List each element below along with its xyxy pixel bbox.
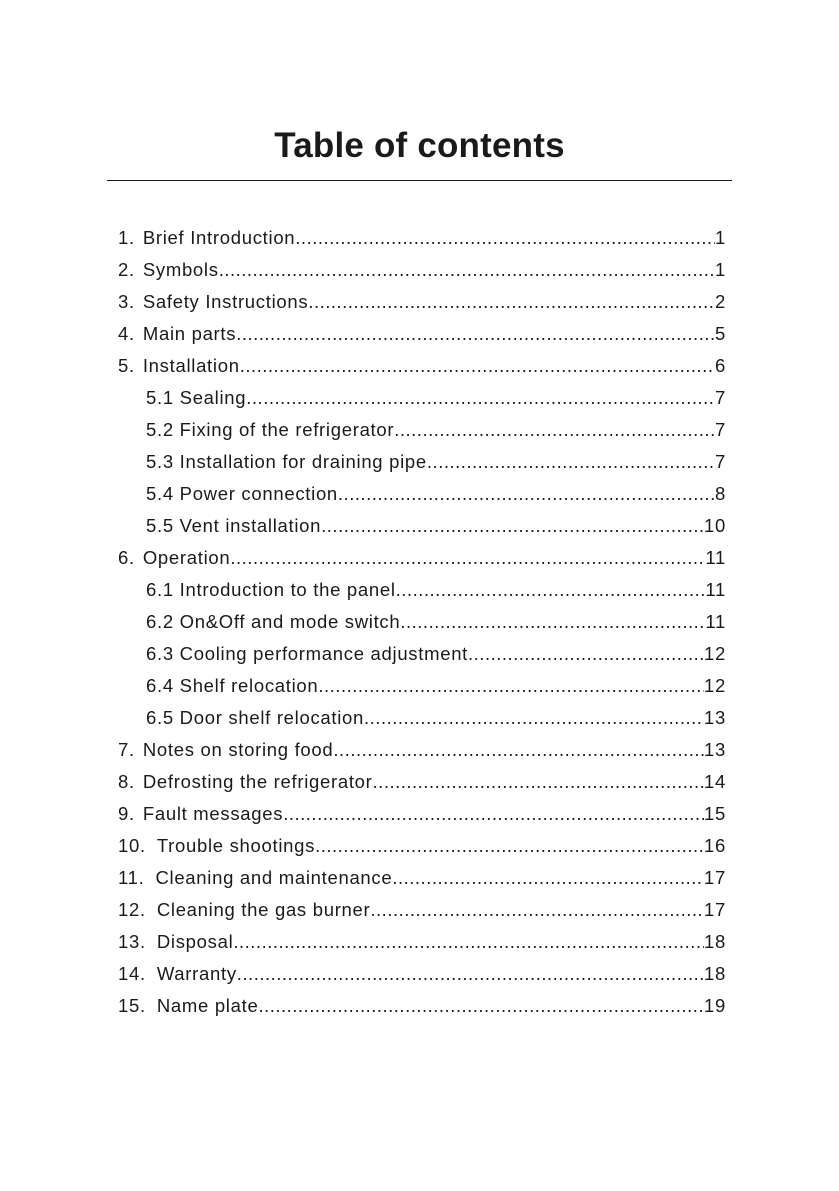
- toc-entry-page: 6: [715, 355, 726, 376]
- toc-entry-page: 17: [704, 867, 726, 888]
- toc-entry[interactable]: [118, 350, 726, 382]
- toc-entry-page: 7: [715, 387, 726, 408]
- toc-entry-page: 17: [704, 899, 726, 920]
- toc-dot-leader: [236, 318, 715, 350]
- toc-dot-leader: [400, 606, 705, 638]
- toc-dot-leader: [295, 222, 715, 254]
- toc-entry-label: 5.5 Vent installation: [146, 515, 322, 536]
- toc-entry-page: 11: [705, 547, 726, 568]
- toc-dot-leader: [240, 350, 715, 382]
- toc-entry-number: 14.: [118, 963, 146, 984]
- toc-entry-page: 18: [704, 963, 726, 984]
- toc-dot-leader: [338, 478, 715, 510]
- toc-entry-page: 5: [715, 323, 726, 344]
- toc-entry-label: 6.4 Shelf relocation: [146, 675, 319, 696]
- toc-entry-label: Fault messages: [142, 803, 284, 824]
- toc-entry-page: 13: [704, 739, 726, 760]
- toc-entry-page: 16: [704, 835, 726, 856]
- toc-dot-leader: [318, 670, 704, 702]
- toc-subentry[interactable]: [118, 670, 726, 702]
- toc-entry[interactable]: [118, 734, 726, 766]
- toc-entry-number: 3.: [118, 291, 135, 312]
- toc-entry-page: 19: [704, 995, 726, 1016]
- toc-dot-leader: [315, 830, 704, 862]
- toc-dot-leader: [370, 894, 704, 926]
- toc-entry-number: 12.: [118, 899, 146, 920]
- toc-entry-number: 4.: [118, 323, 135, 344]
- toc-entry-label: Brief Introduction: [142, 227, 296, 248]
- toc-entry-label: 6.2 On&Off and mode switch: [146, 611, 401, 632]
- toc-entry-label: Trouble shootings: [156, 835, 316, 856]
- toc-dot-leader: [283, 798, 704, 830]
- toc-entry-label: Warranty: [156, 963, 237, 984]
- toc-entry[interactable]: [118, 862, 726, 894]
- toc-dot-leader: [394, 414, 715, 446]
- toc-entry-number: 1.: [118, 227, 135, 248]
- title-divider: [107, 180, 732, 181]
- toc-dot-leader: [364, 702, 704, 734]
- toc-dot-leader: [333, 734, 704, 766]
- toc-entry-label: 5.4 Power connection: [146, 483, 338, 504]
- toc-entry-page: 14: [704, 771, 726, 792]
- toc-entry-page: 7: [715, 419, 726, 440]
- toc-entry-page: 18: [704, 931, 726, 952]
- toc-entry-label: 6.3 Cooling performance adjustment: [146, 643, 469, 664]
- toc-entry-label: Safety Instructions: [142, 291, 309, 312]
- toc-entry-label: Cleaning the gas burner: [156, 899, 371, 920]
- toc-subentry[interactable]: [118, 382, 726, 414]
- toc-entry-label: 5.3 Installation for draining pipe: [146, 451, 427, 472]
- toc-entry-number: 15.: [118, 995, 146, 1016]
- toc-entry-page: 15: [704, 803, 726, 824]
- toc-entry-page: 10: [704, 515, 726, 536]
- toc-entry[interactable]: [118, 926, 726, 958]
- toc-entry-page: 12: [704, 675, 726, 696]
- toc-entry-number: 2.: [118, 259, 135, 280]
- toc-entry-number: 11.: [118, 867, 145, 888]
- toc-entry-page: 11: [705, 611, 726, 632]
- toc-entry-label: Cleaning and maintenance: [155, 867, 393, 888]
- toc-entry-number: 10.: [118, 835, 146, 856]
- toc-entry-label: Main parts: [142, 323, 237, 344]
- toc-entry-number: 7.: [118, 739, 135, 760]
- toc-entry-label: Notes on storing food: [142, 739, 334, 760]
- toc-entry[interactable]: [118, 254, 726, 286]
- toc-dot-leader: [392, 862, 704, 894]
- page-title: Table of contents: [274, 126, 565, 165]
- toc-entry-label: 5.2 Fixing of the refrigerator: [146, 419, 395, 440]
- toc-dot-leader: [246, 382, 715, 414]
- toc-dot-leader: [308, 286, 715, 318]
- toc-dot-leader: [258, 990, 704, 1022]
- toc-entry[interactable]: [118, 830, 726, 862]
- toc-entry-number: 6.: [118, 547, 135, 568]
- toc-entry-label: 6.5 Door shelf relocation: [146, 707, 365, 728]
- toc-entry[interactable]: [118, 990, 726, 1022]
- toc-entry-label: Name plate: [156, 995, 259, 1016]
- toc-entry-page: 11: [705, 579, 726, 600]
- toc-entry[interactable]: [118, 286, 726, 318]
- toc-entry-label: 5.1 Sealing: [146, 387, 247, 408]
- toc-dot-leader: [321, 510, 704, 542]
- toc-dot-leader: [233, 926, 704, 958]
- toc-dot-leader: [427, 446, 715, 478]
- toc-entry-number: 9.: [118, 803, 135, 824]
- toc-entry[interactable]: [118, 798, 726, 830]
- toc-subentry[interactable]: [118, 446, 726, 478]
- toc-entry-page: 2: [715, 291, 726, 312]
- toc-dot-leader: [219, 254, 715, 286]
- toc-entry-page: 12: [704, 643, 726, 664]
- toc-subentry[interactable]: [118, 574, 726, 606]
- toc-entry-page: 8: [715, 483, 726, 504]
- table-of-contents: [118, 222, 726, 1022]
- toc-entry-number: 13.: [118, 931, 146, 952]
- toc-entry-label: Disposal: [156, 931, 234, 952]
- toc-entry-page: 7: [715, 451, 726, 472]
- toc-dot-leader: [396, 574, 706, 606]
- toc-entry-number: 5.: [118, 355, 135, 376]
- toc-dot-leader: [230, 542, 705, 574]
- toc-entry[interactable]: [118, 958, 726, 990]
- toc-entry-label: Operation: [142, 547, 231, 568]
- toc-dot-leader: [468, 638, 704, 670]
- toc-entry-label: Installation: [142, 355, 240, 376]
- toc-subentry[interactable]: [118, 638, 726, 670]
- toc-subentry[interactable]: [118, 702, 726, 734]
- toc-entry-page: 13: [704, 707, 726, 728]
- toc-entry[interactable]: [118, 318, 726, 350]
- toc-entry-page: 1: [715, 227, 726, 248]
- toc-entry[interactable]: [118, 894, 726, 926]
- toc-subentry[interactable]: [118, 510, 726, 542]
- toc-dot-leader: [373, 766, 704, 798]
- toc-entry[interactable]: [118, 542, 726, 574]
- toc-subentry[interactable]: [118, 414, 726, 446]
- toc-subentry[interactable]: [118, 606, 726, 638]
- toc-entry[interactable]: [118, 222, 726, 254]
- toc-entry-page: 1: [715, 259, 726, 280]
- toc-entry[interactable]: [118, 766, 726, 798]
- toc-entry-number: 8.: [118, 771, 135, 792]
- toc-entry-label: Symbols: [142, 259, 219, 280]
- toc-entry-label: Defrosting the refrigerator: [142, 771, 373, 792]
- toc-dot-leader: [237, 958, 704, 990]
- toc-subentry[interactable]: [118, 478, 726, 510]
- toc-entry-label: 6.1 Introduction to the panel: [146, 579, 396, 600]
